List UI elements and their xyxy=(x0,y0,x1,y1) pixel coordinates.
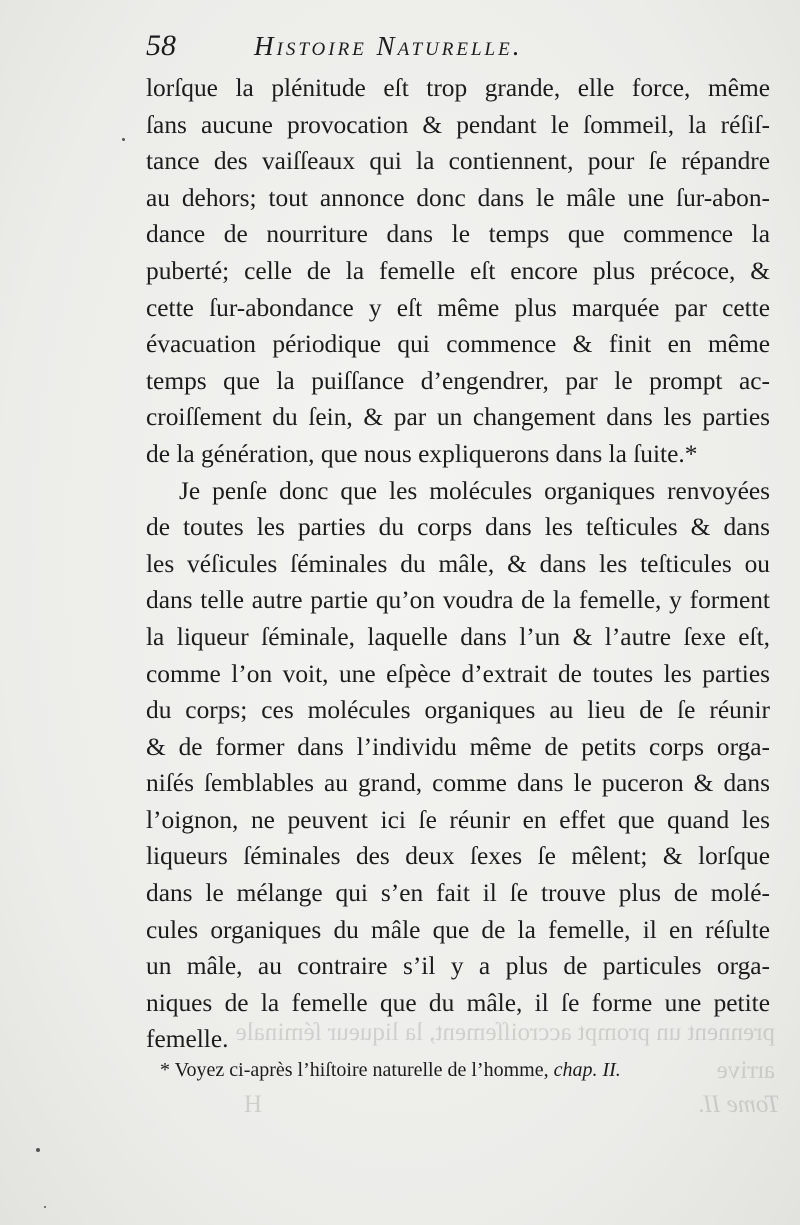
text-line: ſans aucune provocation & pendant le ſommeil, la réſiſ- xyxy=(146,110,770,139)
bleed-through-line: arrive xyxy=(716,1057,775,1084)
text-line: évacuation périodique qui commence & finit en même xyxy=(146,330,770,359)
footnote-text: * Voyez ci-après l’hiſtoire naturelle de l’homme, xyxy=(160,1059,549,1081)
paper-speck xyxy=(44,1206,46,1208)
text-line: comme l’on voit, une eſpèce d’extrait de toutes les parties xyxy=(146,659,770,688)
text-line: cette ſur-abondance y eſt même plus marquée par cette xyxy=(146,293,770,322)
bleed-through-tome: Tome II. xyxy=(697,1091,780,1118)
text-line: puberté; celle de la femelle eſt encore plus précoce, & xyxy=(146,256,770,285)
text-line: lorſque la plénitude eſt trop grande, elle force, même xyxy=(146,74,770,102)
footnote xyxy=(160,1056,760,1084)
paper-speck xyxy=(122,138,125,141)
text-line: niſés ſemblables au grand, comme dans le puceron & dans xyxy=(146,769,770,798)
text-line: les véſicules ſéminales du mâle, & dans les teſticules ou xyxy=(146,549,770,578)
text-line: femelle. xyxy=(146,1025,229,1054)
text-line: temps que la puiſſance d’engendrer, par le prompt ac- xyxy=(146,366,770,395)
text-line: & de former dans l’individu même de petits corps orga- xyxy=(146,732,770,761)
running-head: Histoire Naturelle. xyxy=(254,31,523,61)
text-line: de la génération, que nous expliquerons dans la ſuite.* xyxy=(146,439,698,468)
text-line: de toutes les parties du corps dans les teſticules & dans xyxy=(146,513,770,542)
text-line: au dehors; tout annonce donc dans le mâle une ſur-abon- xyxy=(146,183,770,212)
text-line: la liqueur ſéminale, laquelle dans l’un & l’autre ſexe eſt, xyxy=(146,622,770,651)
text-line: l’oignon, ne peuvent ici ſe réunir en effet que quand les xyxy=(146,805,770,834)
text-line: Je penſe donc que les molécules organiques renvoyées xyxy=(179,476,770,505)
footnote-chapter-ref: chap. II. xyxy=(553,1059,621,1081)
text-line: dans le mélange qui s’en fait il ſe trouve plus de molé- xyxy=(146,879,770,908)
text-line: du corps; ces molécules organiques au lieu de ſe réunir xyxy=(146,696,770,725)
paper-speck xyxy=(36,1148,40,1152)
bleed-through-signature: H xyxy=(243,1091,262,1118)
text-line: croiſſement du ſein, & par un changement dans les parties xyxy=(146,403,770,432)
text-line: niques de la femelle que du mâle, il ſe forme une petite xyxy=(146,988,770,1017)
text-line: liqueurs ſéminales des deux ſexes ſe mêlent; & lorſque xyxy=(146,842,770,871)
text-line: cules organiques du mâle que de la femelle, il en réſulte xyxy=(146,915,770,944)
bleed-through-line: prennent un prompt accroiſſement, la liqueur ſéminale xyxy=(235,1019,775,1046)
page-number: 58 xyxy=(146,29,176,62)
text-line: dans telle autre partie qu’on voudra de la femelle, y forment xyxy=(146,586,770,615)
page-header xyxy=(146,26,646,66)
text-line: tance des vaiſſeaux qui la contiennent, pour ſe répandre xyxy=(146,147,770,176)
text-line: un mâle, au contraire s’il y a plus de particules orga- xyxy=(146,952,770,981)
body-text xyxy=(146,70,770,1058)
text-line: dance de nourriture dans le temps que commence la xyxy=(146,220,770,249)
